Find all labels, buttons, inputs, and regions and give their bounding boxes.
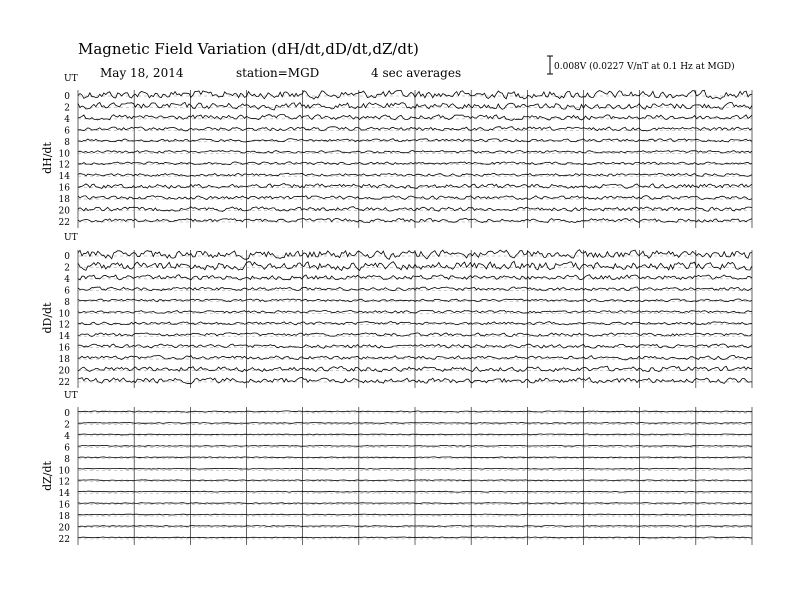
trace-label: 2 xyxy=(64,263,70,274)
trace-label: 12 xyxy=(58,477,70,488)
averaging-label: 4 sec averages xyxy=(371,66,462,80)
panel-dh-dt xyxy=(41,74,752,228)
trace-label: 8 xyxy=(64,137,70,148)
panel-dd-dt xyxy=(41,233,752,388)
trace-label: 4 xyxy=(64,274,70,285)
trace-label: 0 xyxy=(64,252,70,262)
trace-label: 14 xyxy=(58,332,70,343)
station-label: station=MGD xyxy=(236,66,320,80)
trace-line xyxy=(78,514,752,515)
trace-label: 18 xyxy=(58,195,70,206)
trace-label: 6 xyxy=(64,286,70,297)
trace-label: 18 xyxy=(58,355,70,366)
trace-label: 8 xyxy=(64,297,70,308)
trace-label: 6 xyxy=(64,126,70,137)
trace-label: 22 xyxy=(58,534,70,545)
trace-label: 20 xyxy=(58,366,70,377)
trace-label: 4 xyxy=(64,114,70,125)
trace-label: 16 xyxy=(58,183,70,194)
ut-label: UT xyxy=(64,233,78,243)
panel-dz-dt xyxy=(41,391,752,545)
trace-label: 2 xyxy=(64,103,70,114)
scale-bar xyxy=(547,56,553,74)
trace-label: 8 xyxy=(64,454,70,465)
trace-label: 16 xyxy=(58,500,70,511)
trace-label: 12 xyxy=(58,160,70,171)
ut-label: UT xyxy=(64,391,78,401)
scale-label: 0.008V (0.0227 V/nT at 0.1 Hz at MGD) xyxy=(554,62,735,72)
date-label: May 18, 2014 xyxy=(100,66,184,80)
panel-ylabel: dD/dt xyxy=(41,302,54,334)
trace-label: 10 xyxy=(58,149,70,160)
trace-label: 12 xyxy=(58,320,70,331)
trace-label: 6 xyxy=(64,443,70,454)
trace-label: 22 xyxy=(58,217,70,228)
trace-label: 2 xyxy=(64,420,70,431)
trace-label: 14 xyxy=(58,172,70,183)
panel-ylabel: dH/dt xyxy=(41,142,54,174)
trace-label: 18 xyxy=(58,512,70,523)
ut-label: UT xyxy=(64,74,78,84)
trace-label: 4 xyxy=(64,431,70,442)
trace-label: 10 xyxy=(58,466,70,477)
panel-ylabel: dZ/dt xyxy=(41,461,54,491)
trace-label: 20 xyxy=(58,206,70,217)
trace-label: 0 xyxy=(64,409,70,419)
chart-title: Magnetic Field Variation (dH/dt,dD/dt,dZ/dt) xyxy=(78,40,419,58)
trace-label: 20 xyxy=(58,523,70,534)
trace-label: 10 xyxy=(58,309,70,320)
trace-label: 0 xyxy=(64,92,70,102)
trace-line xyxy=(78,468,752,469)
panels-group xyxy=(41,74,752,545)
trace-label: 16 xyxy=(58,343,70,354)
trace-line xyxy=(78,526,752,527)
trace-label: 14 xyxy=(58,489,70,500)
trace-line xyxy=(78,434,752,435)
trace-label: 22 xyxy=(58,377,70,388)
